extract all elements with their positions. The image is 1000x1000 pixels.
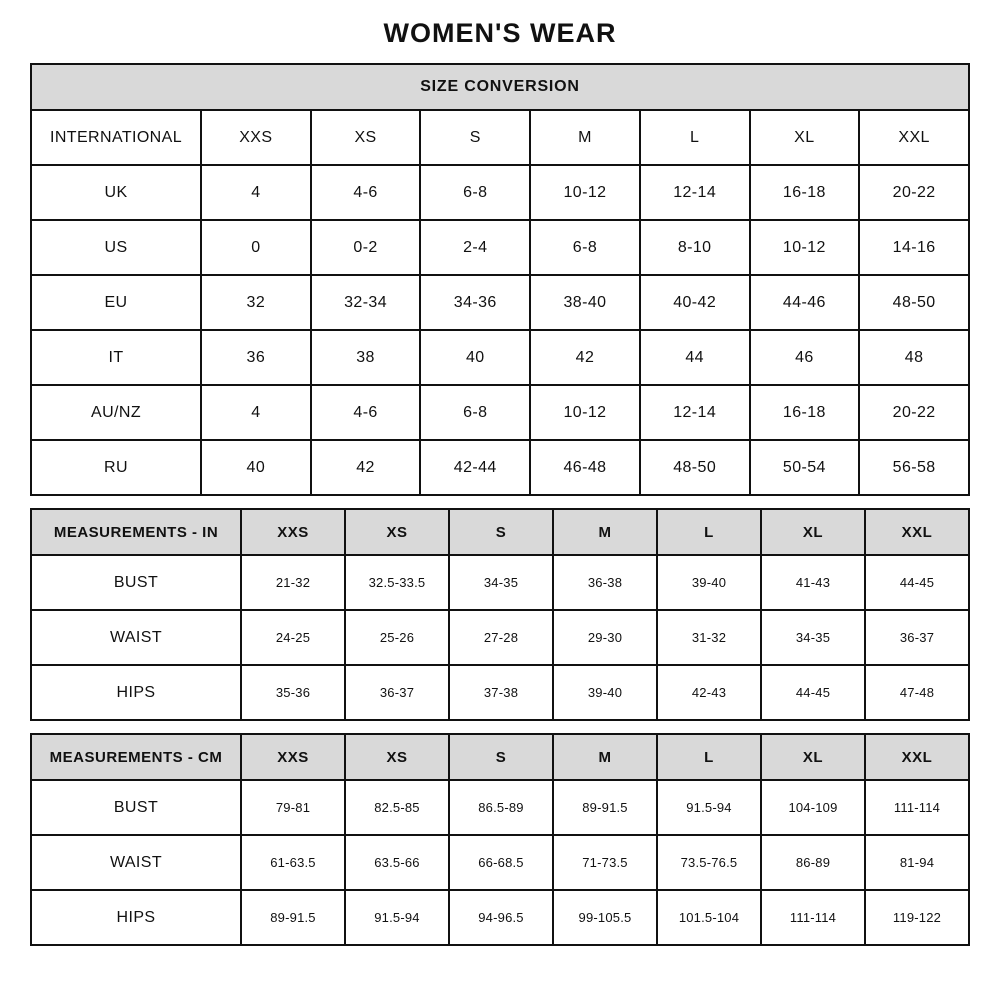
col-header-xl: XL — [761, 509, 865, 555]
size-conversion-title-row — [31, 64, 969, 110]
col-header-xxs: XXS — [241, 509, 345, 555]
cell: 34-36 — [420, 275, 530, 330]
cell: 99-105.5 — [553, 890, 657, 945]
cell: 89-91.5 — [553, 780, 657, 835]
row-label: UK — [31, 165, 201, 220]
col-header-s: S — [449, 509, 553, 555]
col-header-xxl: XXL — [865, 509, 969, 555]
cell: 91.5-94 — [345, 890, 449, 945]
col-header-xs: XS — [345, 734, 449, 780]
cell: 32-34 — [311, 275, 421, 330]
table-row-ru — [31, 440, 969, 495]
cell: 36 — [201, 330, 311, 385]
spacer — [30, 721, 970, 733]
cell: 10-12 — [530, 385, 640, 440]
row-label: BUST — [31, 555, 241, 610]
cell: 16-18 — [750, 165, 860, 220]
table-row-bust-in — [31, 555, 969, 610]
table-row-uk — [31, 165, 969, 220]
cell: 36-37 — [865, 610, 969, 665]
cell: 42 — [530, 330, 640, 385]
spacer — [30, 496, 970, 508]
cell: 86-89 — [761, 835, 865, 890]
size-conversion-title: SIZE CONVERSION — [31, 64, 969, 110]
size-conversion-header-row — [31, 110, 969, 165]
col-header-s: S — [449, 734, 553, 780]
col-header-xl: XL — [750, 110, 860, 165]
cell: 6-8 — [420, 165, 530, 220]
cell: 79-81 — [241, 780, 345, 835]
row-label: HIPS — [31, 665, 241, 720]
cell: 6-8 — [530, 220, 640, 275]
measurements-cm-header-row — [31, 734, 969, 780]
col-header-s: S — [420, 110, 530, 165]
table-row-waist-cm — [31, 835, 969, 890]
table-row-bust-cm — [31, 780, 969, 835]
cell: 38-40 — [530, 275, 640, 330]
col-header-m: M — [553, 734, 657, 780]
col-header-l: L — [640, 110, 750, 165]
cell: 20-22 — [859, 385, 969, 440]
row-label: AU/NZ — [31, 385, 201, 440]
row-label: IT — [31, 330, 201, 385]
measurements-in-header-row — [31, 509, 969, 555]
col-header-xl: XL — [761, 734, 865, 780]
cell: 44-45 — [865, 555, 969, 610]
col-header-l: L — [657, 734, 761, 780]
cell: 36-37 — [345, 665, 449, 720]
row-label: EU — [31, 275, 201, 330]
cell: 4 — [201, 165, 311, 220]
cell: 0-2 — [311, 220, 421, 275]
col-header-m: M — [553, 509, 657, 555]
measurements-cm-table — [30, 733, 970, 946]
cell: 42-44 — [420, 440, 530, 495]
size-conversion-table — [30, 63, 970, 496]
measurements-in-table — [30, 508, 970, 721]
row-label: WAIST — [31, 610, 241, 665]
cell: 40 — [420, 330, 530, 385]
table-row-hips-cm — [31, 890, 969, 945]
cell: 89-91.5 — [241, 890, 345, 945]
cell: 101.5-104 — [657, 890, 761, 945]
cell: 24-25 — [241, 610, 345, 665]
cell: 82.5-85 — [345, 780, 449, 835]
cell: 34-35 — [449, 555, 553, 610]
cell: 10-12 — [530, 165, 640, 220]
col-header-xs: XS — [311, 110, 421, 165]
cell: 48-50 — [640, 440, 750, 495]
cell: 48 — [859, 330, 969, 385]
col-header-international: INTERNATIONAL — [31, 110, 201, 165]
cell: 38 — [311, 330, 421, 385]
cell: 21-32 — [241, 555, 345, 610]
col-header-xxs: XXS — [241, 734, 345, 780]
col-header-measurements-in: MEASUREMENTS - IN — [31, 509, 241, 555]
cell: 0 — [201, 220, 311, 275]
cell: 104-109 — [761, 780, 865, 835]
cell: 35-36 — [241, 665, 345, 720]
cell: 8-10 — [640, 220, 750, 275]
cell: 40 — [201, 440, 311, 495]
cell: 48-50 — [859, 275, 969, 330]
cell: 4 — [201, 385, 311, 440]
cell: 14-16 — [859, 220, 969, 275]
table-row-aunz — [31, 385, 969, 440]
cell: 6-8 — [420, 385, 530, 440]
cell: 27-28 — [449, 610, 553, 665]
cell: 32 — [201, 275, 311, 330]
cell: 71-73.5 — [553, 835, 657, 890]
cell: 34-35 — [761, 610, 865, 665]
cell: 47-48 — [865, 665, 969, 720]
cell: 42-43 — [657, 665, 761, 720]
cell: 12-14 — [640, 165, 750, 220]
cell: 91.5-94 — [657, 780, 761, 835]
col-header-m: M — [530, 110, 640, 165]
col-header-xs: XS — [345, 509, 449, 555]
cell: 4-6 — [311, 165, 421, 220]
cell: 39-40 — [553, 665, 657, 720]
cell: 37-38 — [449, 665, 553, 720]
cell: 46-48 — [530, 440, 640, 495]
cell: 94-96.5 — [449, 890, 553, 945]
table-row-us — [31, 220, 969, 275]
table-row-hips-in — [31, 665, 969, 720]
cell: 10-12 — [750, 220, 860, 275]
cell: 31-32 — [657, 610, 761, 665]
cell: 41-43 — [761, 555, 865, 610]
cell: 32.5-33.5 — [345, 555, 449, 610]
cell: 50-54 — [750, 440, 860, 495]
table-row-it — [31, 330, 969, 385]
cell: 66-68.5 — [449, 835, 553, 890]
row-label: US — [31, 220, 201, 275]
cell: 44-45 — [761, 665, 865, 720]
page-title: WOMEN'S WEAR — [383, 18, 617, 48]
cell: 63.5-66 — [345, 835, 449, 890]
col-header-xxl: XXL — [865, 734, 969, 780]
cell: 25-26 — [345, 610, 449, 665]
col-header-xxl: XXL — [859, 110, 969, 165]
cell: 20-22 — [859, 165, 969, 220]
cell: 86.5-89 — [449, 780, 553, 835]
cell: 44 — [640, 330, 750, 385]
cell: 61-63.5 — [241, 835, 345, 890]
col-header-xxs: XXS — [201, 110, 311, 165]
cell: 39-40 — [657, 555, 761, 610]
col-header-measurements-cm: MEASUREMENTS - CM — [31, 734, 241, 780]
col-header-l: L — [657, 509, 761, 555]
cell: 4-6 — [311, 385, 421, 440]
cell: 16-18 — [750, 385, 860, 440]
row-label: BUST — [31, 780, 241, 835]
cell: 46 — [750, 330, 860, 385]
row-label: WAIST — [31, 835, 241, 890]
cell: 111-114 — [761, 890, 865, 945]
cell: 56-58 — [859, 440, 969, 495]
cell: 40-42 — [640, 275, 750, 330]
cell: 119-122 — [865, 890, 969, 945]
cell: 111-114 — [865, 780, 969, 835]
row-label: RU — [31, 440, 201, 495]
cell: 12-14 — [640, 385, 750, 440]
row-label: HIPS — [31, 890, 241, 945]
cell: 2-4 — [420, 220, 530, 275]
cell: 81-94 — [865, 835, 969, 890]
cell: 73.5-76.5 — [657, 835, 761, 890]
cell: 44-46 — [750, 275, 860, 330]
table-row-eu — [31, 275, 969, 330]
table-row-waist-in — [31, 610, 969, 665]
cell: 36-38 — [553, 555, 657, 610]
cell: 29-30 — [553, 610, 657, 665]
cell: 42 — [311, 440, 421, 495]
